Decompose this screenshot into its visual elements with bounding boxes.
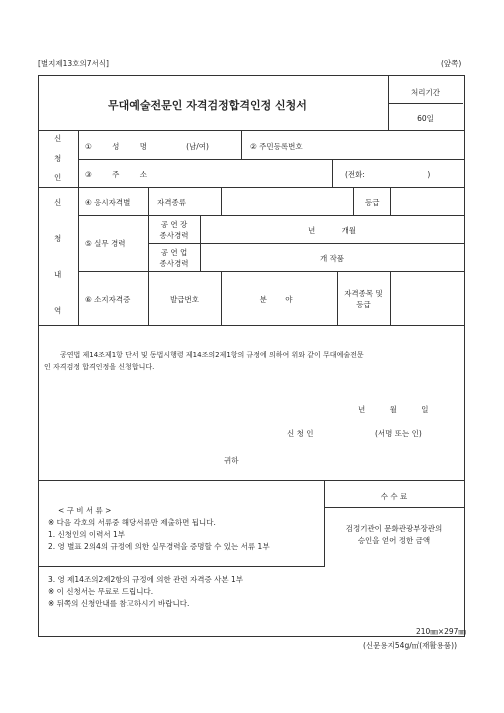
venue-experience-label-2: 종사경력 [159,231,189,240]
certificate-issue-number-label: 발급번호 [170,295,199,304]
docs-notice: ※ 다음 각호의 서류중 해당서류만 제출하면 됩니다. [48,518,216,527]
docs-header: < 구 비 서 류 > [58,506,112,515]
recipient-label: 귀하 [224,456,239,465]
venue-experience-label-1: 공 연 장 [160,220,188,229]
certificate-type-label-2: 등급 [356,300,371,309]
applicant-section-label-3: 인 [54,173,62,182]
details-section-label-3: 내 [54,270,62,279]
paper-size: 210㎜×297㎜ [416,627,466,636]
date-label: 년 월 일 [358,405,429,414]
company-experience-label-1: 공 연 업 [160,248,188,257]
paper-spec: (신문용지54g/㎡(재활용품)) [363,641,457,650]
qualification-type-label: 자격종류 [157,198,186,207]
certificate-field-label: 분 야 [259,295,293,304]
fee-text-1: 검정기관이 문화관광부장관의 [345,524,443,533]
applicant-section-label-2: 청 [54,154,62,163]
venue-experience-value: 년 개월 [307,226,357,235]
form-number: [별지제13호의7서식] [38,59,109,68]
docs-note-1: ※ 이 신청서는 무료로 드립니다. [48,587,154,596]
sign-hint: (서명 또는 인) [375,429,422,438]
processing-period-label: 처리기간 [411,88,440,97]
qualification-label: ④ 응시자격별 [85,198,131,207]
details-section-label-1: 신 [54,198,62,207]
processing-period-value: 60일 [417,114,434,123]
gender-hint: (남/여) [186,142,209,151]
applicant-section-label-1: 신 [54,134,62,143]
details-section-label-2: 청 [54,234,62,243]
grade-label: 등급 [365,198,380,207]
company-experience-value: 개 작품 [319,254,345,263]
phone-label: (전화: ) [345,170,431,179]
docs-item-3: 3. 영 제14조의2제2항의 규정에 의한 관련 자격증 사본 1부 [48,575,243,584]
docs-item-1: 1. 신청인의 이력서 1부 [48,530,126,539]
fee-header: 수 수 료 [380,492,408,501]
name-label: ① 성 명 [85,142,147,151]
form-title: 무대예술전문인 자격검정합격인정 신청서 [108,99,307,112]
rrn-label: ② 주민등록번호 [250,142,303,151]
certificate-type-label-1: 자격종목 및 [344,289,383,298]
details-section-label-4: 역 [54,306,62,315]
docs-note-2: ※ 뒤쪽의 신청안내를 참고하시기 바랍니다. [48,599,190,608]
address-label: ③ 주 소 [85,170,147,179]
statement-line-2: 인 자격검정 합격인정을 신청합니다. [44,363,155,371]
company-experience-label-2: 종사경력 [159,259,189,268]
applicant-sign-label: 신 청 인 [287,429,314,438]
docs-item-2: 2. 영 별표 2의4의 규정에 의한 실무경력을 증명할 수 있는 서류 1부 [48,542,270,551]
fee-text-2: 승인을 얻어 정한 금액 [357,536,431,545]
statement-line-1: 공연법 제14조제1항 단서 및 동법시행령 제14조의2제1항의 규정에 의하여 위와 같이 무대예술전문 [60,351,364,359]
experience-label: ⑤ 실무 경력 [85,239,126,248]
page-side-label: (앞쪽) [441,59,462,68]
certificate-label: ⑥ 소지자격증 [85,295,131,304]
